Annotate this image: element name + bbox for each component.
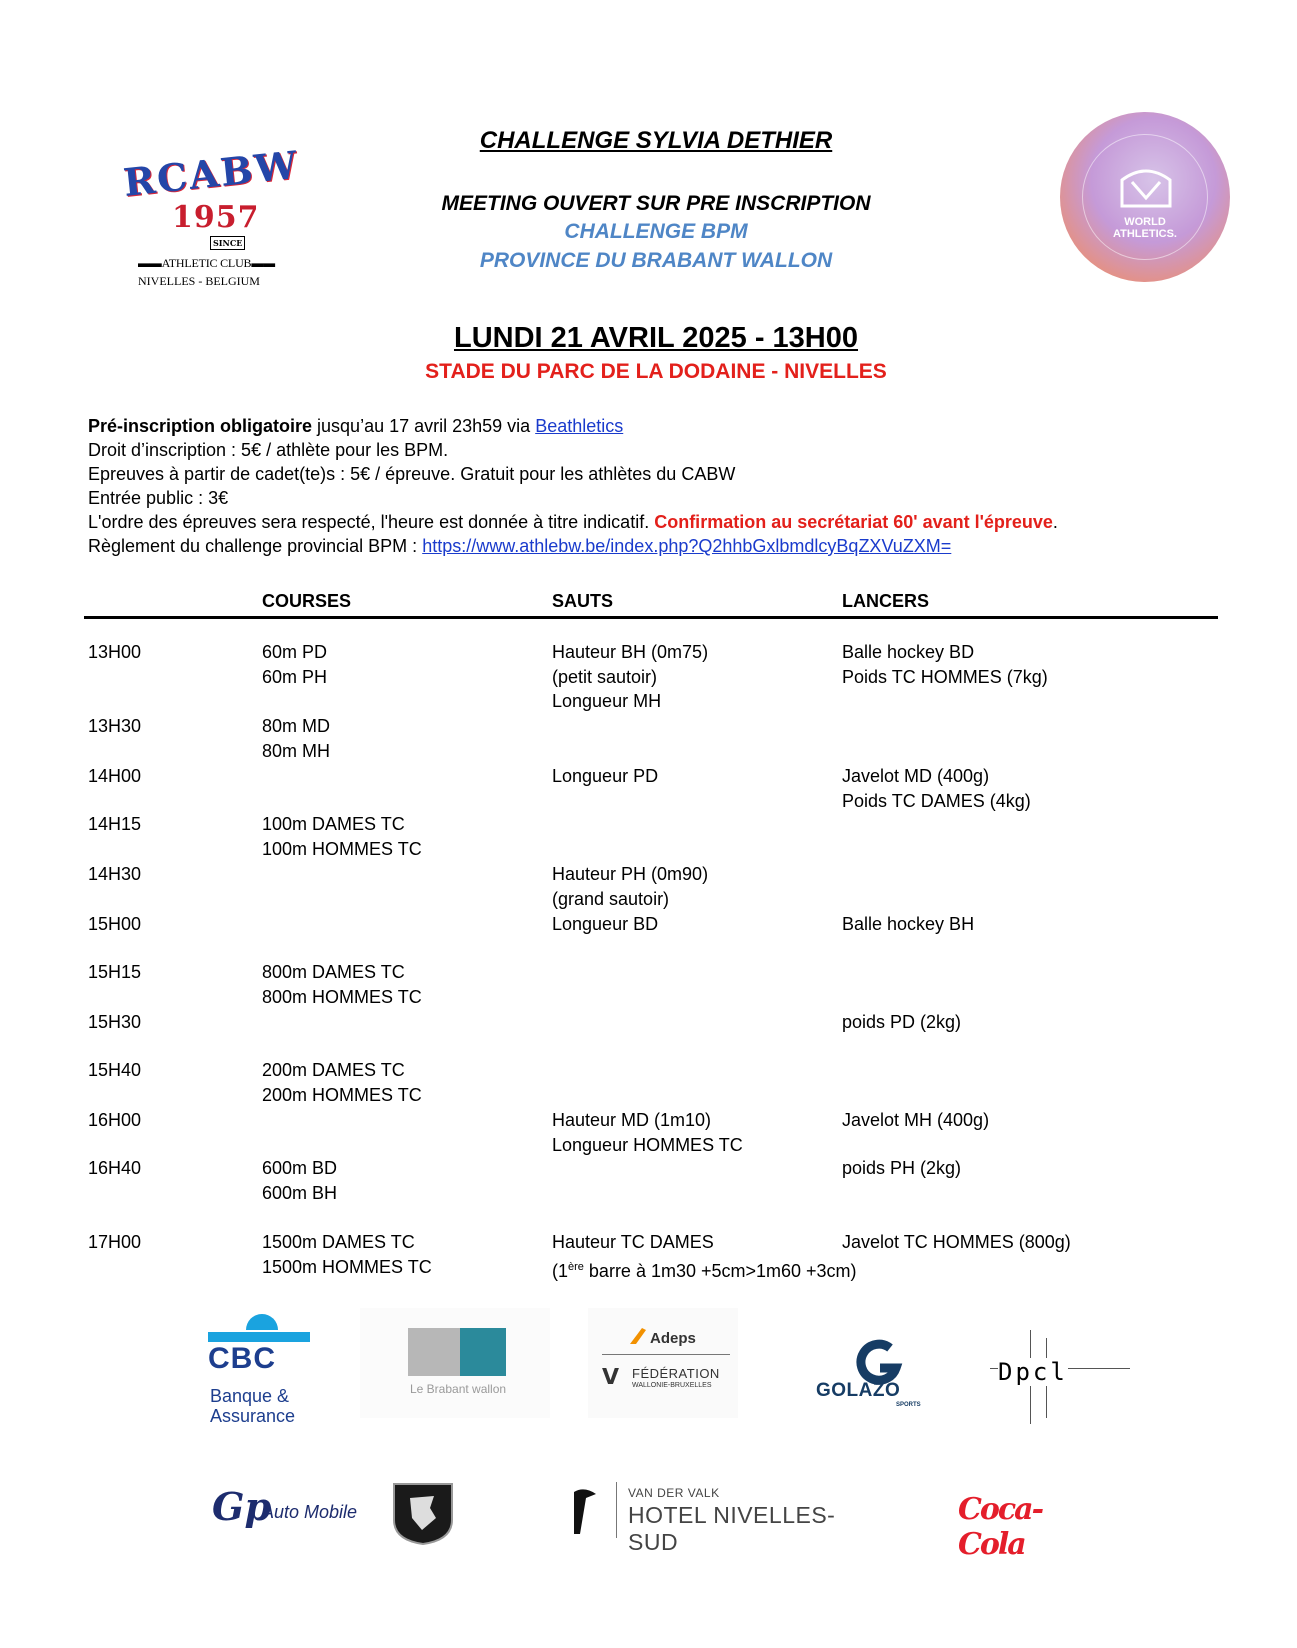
note-sup: ère xyxy=(568,1260,584,1273)
bw-block-teal xyxy=(460,1328,506,1376)
note-pre: (1 xyxy=(552,1260,569,1281)
schedule-time: 14H15 xyxy=(88,814,142,834)
info-preinscription-bold: Pré-inscription obligatoire xyxy=(88,416,313,436)
event-date: LUNDI 21 AVRIL 2025 - 13H00 xyxy=(453,322,859,354)
golazo-g-icon xyxy=(850,1340,906,1382)
gp-text: Auto Mobile xyxy=(262,1502,358,1522)
note-post: barre à 1m30 +5cm>1m60 +3cm) xyxy=(583,1260,857,1281)
bw-block-gray xyxy=(408,1328,460,1376)
schedule-time: 15H40 xyxy=(88,1060,142,1080)
peugeot-lion-icon xyxy=(390,1478,456,1546)
schedule-courses-item: 100m DAMES TC xyxy=(262,814,405,834)
schedule-lancers-item: Balle hockey BD xyxy=(842,642,975,662)
club-logo-since: SINCE xyxy=(210,236,245,250)
schedule-courses-item: 200m DAMES TC xyxy=(262,1060,405,1080)
schedule-lancers-item: Poids TC DAMES (4kg) xyxy=(842,790,1031,811)
info-rules-text: Règlement du challenge provincial BPM : xyxy=(88,536,423,556)
adeps-divider xyxy=(602,1354,730,1355)
schedule-courses-item: 80m MD xyxy=(262,716,331,736)
adeps-logo xyxy=(588,1308,738,1418)
dpcl-logo xyxy=(990,1330,1130,1424)
badge-line2: ATHLETICS. xyxy=(1113,228,1177,240)
schedule-time: 14H30 xyxy=(88,864,142,884)
gp-mark: Gp xyxy=(212,1484,272,1529)
schedule-sauts-item: (grand sautoir) xyxy=(552,888,670,909)
info-order-text: L'ordre des épreuves sera respecté, l'heure est donnée à titre indicatif. xyxy=(88,512,655,532)
info-fee: Droit d’inscription : 5€ / athlète pour les BPM. xyxy=(88,440,449,460)
brabant-wallon-logo xyxy=(360,1308,550,1418)
schedule-courses-item: 60m PD xyxy=(262,642,328,662)
province-line: PROVINCE DU BRABANT WALLON xyxy=(479,249,833,272)
schedule-time: 13H30 xyxy=(88,716,142,736)
schedule-lancers-item: Javelot MH (400g) xyxy=(842,1110,990,1130)
bw-text: Le Brabant wallon xyxy=(410,1382,507,1396)
info-public-entry: Entrée public : 3€ xyxy=(88,488,229,508)
schedule-sauts-item: Longueur PD xyxy=(552,766,659,786)
schedule-time: 15H30 xyxy=(88,1012,142,1032)
vdv-line2: HOTEL NIVELLES-SUD xyxy=(628,1502,836,1555)
event-venue: STADE DU PARC DE LA DODAINE - NIVELLES xyxy=(425,360,887,383)
cbc-line2: Assurance xyxy=(210,1406,296,1426)
golazo-name: GOLAZO xyxy=(816,1380,901,1401)
info-events-fee: Epreuves à partir de cadet(te)s : 5€ / épreuve. Gratuit pour les athlètes du CABW xyxy=(88,464,736,484)
schedule-lancers-item: Javelot MD (400g) xyxy=(842,766,990,786)
fwb-sub: WALLONIE-BRUXELLES xyxy=(632,1382,712,1389)
schedule-sauts-note xyxy=(552,1255,857,1284)
page-subtitle: MEETING OUVERT SUR PRE INSCRIPTION xyxy=(441,192,871,215)
schedule-sauts-item: Hauteur BH (0m75) xyxy=(552,642,709,662)
info-rules xyxy=(88,536,951,556)
club-logo-subtitle-text: ATHLETIC CLUB xyxy=(161,256,252,270)
header-sauts: SAUTS xyxy=(552,591,614,611)
header-courses: COURSES xyxy=(262,591,352,611)
cbc-name: CBC xyxy=(208,1342,276,1375)
gp-automobile-logo xyxy=(212,1478,462,1548)
toucan-icon xyxy=(566,1484,602,1540)
club-logo-city: NIVELLES - BELGIUM xyxy=(138,274,260,288)
schedule-courses-item: 800m DAMES TC xyxy=(262,962,405,982)
club-logo-subtitle: ▬▬ATHLETIC CLUB▬▬ xyxy=(138,256,275,270)
coca-cola-logo xyxy=(958,1488,1088,1562)
challenge-bpm: CHALLENGE BPM xyxy=(564,220,748,243)
dpcl-name: Dpcl xyxy=(998,1358,1068,1386)
badge-ring-left: A xyxy=(1053,221,1067,234)
schedule-lancers-item: poids PD (2kg) xyxy=(842,1012,962,1032)
cbc-dot xyxy=(246,1314,278,1330)
club-logo-name: RCABW xyxy=(121,141,302,205)
schedule-time: 15H00 xyxy=(88,914,142,934)
schedule-courses-item: 80m MH xyxy=(262,740,331,761)
schedule-sauts-item: Hauteur PH (0m90) xyxy=(552,864,709,884)
schedule-time: 13H00 xyxy=(88,642,142,662)
schedule-courses-item: 60m PH xyxy=(262,666,328,687)
schedule-courses-item: 1500m HOMMES TC xyxy=(262,1256,432,1277)
fwb-name: FÉDÉRATION xyxy=(632,1366,720,1381)
info-preinscription-text: jusqu’au 17 avril 23h59 via xyxy=(312,416,536,436)
schedule-lancers-item: Javelot TC HOMMES (800g) xyxy=(842,1232,1071,1252)
vdv-divider xyxy=(616,1482,617,1538)
vdv-line1: VAN DER VALK xyxy=(628,1486,720,1500)
cbc-logo xyxy=(208,1314,318,1444)
schedule-time: 15H15 xyxy=(88,962,142,982)
schedule-time: 14H00 xyxy=(88,766,142,786)
info-confirmation: Confirmation au secrétariat 60' avant l'épreuve xyxy=(654,512,1053,532)
golazo-sub: SPORTS xyxy=(896,1402,921,1408)
schedule-courses-item: 200m HOMMES TC xyxy=(262,1084,422,1105)
info-order xyxy=(88,512,1058,532)
schedule-lancers-item: Poids TC HOMMES (7kg) xyxy=(842,666,1048,687)
golazo-logo xyxy=(812,1340,932,1420)
schedule-sauts-item: (petit sautoir) xyxy=(552,666,658,687)
info-preinscription xyxy=(88,416,623,436)
badge-line1: WORLD xyxy=(1124,216,1166,228)
schedule-sauts-item: Longueur HOMMES TC xyxy=(552,1134,743,1155)
schedule-lancers-item: Balle hockey BH xyxy=(842,914,975,934)
cbc-line1: Banque & xyxy=(210,1386,290,1406)
coca-cola-name: Coca-Cola xyxy=(958,1492,1043,1562)
adeps-name: Adeps xyxy=(650,1330,696,1347)
rules-link[interactable]: https://www.athlebw.be/index.php?Q2hhbGxlbmdlcyBqZXVuZXM= xyxy=(422,536,952,556)
info-order-end: . xyxy=(1052,512,1058,532)
adeps-mark-icon xyxy=(628,1326,648,1346)
schedule-sauts-item: Longueur BD xyxy=(552,914,659,934)
schedule-courses-item: 600m BH xyxy=(262,1182,338,1203)
schedule-sauts-item: Hauteur MD (1m10) xyxy=(552,1110,712,1130)
header-divider xyxy=(84,616,1218,619)
cbc-bar xyxy=(208,1332,310,1342)
schedule-time: 16H00 xyxy=(88,1110,142,1130)
badge-ring-text: WORLD RANKINGS COMPETITION xyxy=(1145,83,1297,172)
schedule-time: 17H00 xyxy=(88,1232,142,1252)
schedule-courses-item: 800m HOMMES TC xyxy=(262,986,422,1007)
schedule-courses-item: 600m BD xyxy=(262,1158,338,1178)
header-lancers: LANCERS xyxy=(842,591,930,611)
fwb-mark-icon: ᐯ xyxy=(602,1364,620,1389)
club-logo-year: 1957 xyxy=(172,200,260,235)
schedule-courses-item: 100m HOMMES TC xyxy=(262,838,422,859)
schedule-sauts-item: Longueur MH xyxy=(552,691,662,712)
schedule-sauts-item: Hauteur TC DAMES xyxy=(552,1232,714,1252)
page-title: CHALLENGE SYLVIA DETHIER xyxy=(479,127,833,154)
beathletics-link[interactable]: Beathletics xyxy=(535,416,624,436)
schedule-lancers-item: poids PH (2kg) xyxy=(842,1158,962,1178)
schedule-courses-item: 1500m DAMES TC xyxy=(262,1232,415,1252)
schedule-time: 16H40 xyxy=(88,1158,142,1178)
van-der-valk-logo xyxy=(566,1478,856,1555)
